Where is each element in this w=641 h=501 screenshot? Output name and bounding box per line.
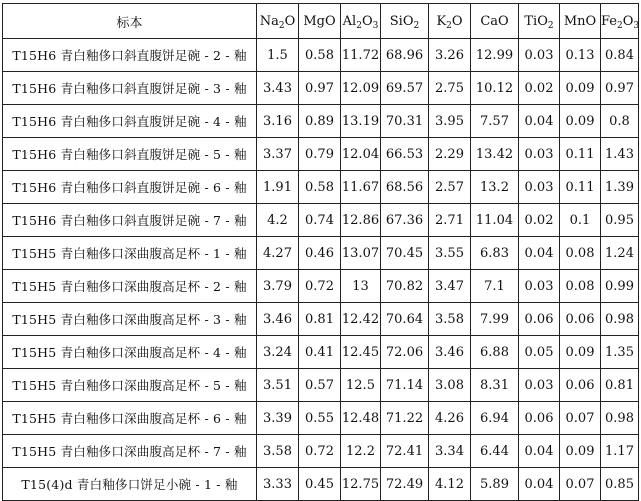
value-cell: 0.85 [601, 468, 639, 501]
value-cell: 72.49 [381, 468, 429, 501]
value-cell: 3.37 [257, 138, 299, 171]
value-cell: 2.29 [429, 138, 471, 171]
value-cell: 0.07 [560, 402, 601, 435]
mgo-header: MgO [299, 4, 341, 39]
value-cell: 0.09 [560, 72, 601, 105]
header-formula-subscript: 2 [278, 20, 285, 31]
value-cell: 0.98 [601, 303, 639, 336]
value-cell: 0.46 [299, 237, 341, 270]
table-row [3, 270, 639, 303]
value-cell: 1.43 [601, 138, 639, 171]
sample-cell: T15H6 青白釉侈口斜直腹饼足碗 - 3 - 釉 [3, 72, 257, 105]
value-cell: 0.09 [560, 105, 601, 138]
value-cell: 3.95 [429, 105, 471, 138]
value-cell: 3.46 [257, 303, 299, 336]
value-cell: 3.58 [257, 435, 299, 468]
value-cell: 0.02 [519, 204, 560, 237]
value-cell: 0.97 [299, 72, 341, 105]
value-cell: 0.02 [519, 72, 560, 105]
value-cell: 3.16 [257, 105, 299, 138]
value-cell: 13.42 [471, 138, 519, 171]
header-formula-subscript: 2 [617, 20, 623, 31]
value-cell: 66.53 [381, 138, 429, 171]
value-cell: 72.06 [381, 336, 429, 369]
header-formula-tail: O [361, 13, 373, 29]
table-row [3, 303, 639, 336]
table-row [3, 237, 639, 270]
value-cell: 70.82 [381, 270, 429, 303]
value-cell: 69.57 [381, 72, 429, 105]
sample-header: 标本 [3, 4, 257, 39]
sample-cell: T15H5 青白釉侈口深曲腹高足杯 - 2 - 釉 [3, 270, 257, 303]
value-cell: 2.71 [429, 204, 471, 237]
table-row [3, 204, 639, 237]
table-row [3, 336, 639, 369]
value-cell: 12.48 [341, 402, 381, 435]
value-cell: 0.84 [601, 39, 639, 72]
value-cell: 0.58 [299, 39, 341, 72]
value-cell: 71.14 [381, 369, 429, 402]
value-cell: 13 [341, 270, 381, 303]
header-formula-base: SiO [389, 13, 414, 29]
value-cell: 3.24 [257, 336, 299, 369]
sio2-header [381, 4, 429, 39]
table-row [3, 138, 639, 171]
sample-cell: T15H6 青白釉侈口斜直腹饼足碗 - 7 - 釉 [3, 204, 257, 237]
value-cell: 12.86 [341, 204, 381, 237]
table-row [3, 402, 639, 435]
na2o-header [257, 4, 299, 39]
header-formula-subscript: 2 [547, 20, 554, 31]
sample-cell: T15H5 青白釉侈口深曲腹高足杯 - 1 - 釉 [3, 237, 257, 270]
header-formula-subscript: 2 [356, 20, 362, 31]
value-cell: 2.75 [429, 72, 471, 105]
value-cell: 11.04 [471, 204, 519, 237]
value-cell: 3.33 [257, 468, 299, 501]
cao-header: CaO [471, 4, 519, 39]
value-cell: 11.72 [341, 39, 381, 72]
value-cell: 0.45 [299, 468, 341, 501]
value-cell: 1.91 [257, 171, 299, 204]
value-cell: 70.64 [381, 303, 429, 336]
value-cell: 12.5 [341, 369, 381, 402]
sample-cell: T15H6 青白釉侈口斜直腹饼足碗 - 6 - 釉 [3, 171, 257, 204]
sample-cell: T15H5 青白釉侈口深曲腹高足杯 - 7 - 釉 [3, 435, 257, 468]
k2o-header [429, 4, 471, 39]
value-cell: 0.03 [519, 270, 560, 303]
value-cell: 3.47 [429, 270, 471, 303]
value-cell: 0.11 [560, 171, 601, 204]
value-cell: 0.09 [560, 435, 601, 468]
header-formula-base: Al [342, 13, 357, 29]
value-cell: 3.79 [257, 270, 299, 303]
header-formula-tail: O [622, 13, 634, 29]
value-cell: 6.44 [471, 435, 519, 468]
value-cell: 6.88 [471, 336, 519, 369]
value-cell: 1.35 [601, 336, 639, 369]
value-cell: 0.04 [519, 237, 560, 270]
value-cell: 0.95 [601, 204, 639, 237]
value-cell: 12.75 [341, 468, 381, 501]
glaze-composition-table [2, 3, 639, 501]
value-cell: 1.39 [601, 171, 639, 204]
value-cell: 12.42 [341, 303, 381, 336]
sample-cell: T15H5 青白釉侈口深曲腹高足杯 - 5 - 釉 [3, 369, 257, 402]
sample-cell: T15H5 青白釉侈口深曲腹高足杯 - 4 - 釉 [3, 336, 257, 369]
value-cell: 3.34 [429, 435, 471, 468]
header-formula-base: Fe [601, 13, 618, 29]
value-cell: 0.89 [299, 105, 341, 138]
value-cell: 5.89 [471, 468, 519, 501]
value-cell: 0.55 [299, 402, 341, 435]
value-cell: 0.74 [299, 204, 341, 237]
table-row [3, 39, 639, 72]
value-cell: 0.09 [560, 336, 601, 369]
tio2-header [519, 4, 560, 39]
value-cell: 68.96 [381, 39, 429, 72]
value-cell: 0.1 [560, 204, 601, 237]
value-cell: 0.04 [519, 435, 560, 468]
table-row [3, 435, 639, 468]
value-cell: 3.08 [429, 369, 471, 402]
sample-cell: T15H6 青白釉侈口斜直腹饼足碗 - 5 - 釉 [3, 138, 257, 171]
value-cell: 0.97 [601, 72, 639, 105]
value-cell: 70.45 [381, 237, 429, 270]
value-cell: 12.45 [341, 336, 381, 369]
value-cell: 12.04 [341, 138, 381, 171]
value-cell: 0.58 [299, 171, 341, 204]
value-cell: 7.1 [471, 270, 519, 303]
table-row [3, 105, 639, 138]
value-cell: 6.94 [471, 402, 519, 435]
value-cell: 0.03 [519, 171, 560, 204]
value-cell: 0.03 [519, 369, 560, 402]
value-cell: 7.57 [471, 105, 519, 138]
value-cell: 4.12 [429, 468, 471, 501]
header-formula-base: Na [259, 13, 279, 29]
value-cell: 0.41 [299, 336, 341, 369]
value-cell: 4.26 [429, 402, 471, 435]
value-cell: 8.31 [471, 369, 519, 402]
table-row [3, 171, 639, 204]
value-cell: 0.06 [560, 369, 601, 402]
value-cell: 0.08 [560, 270, 601, 303]
value-cell: 13.07 [341, 237, 381, 270]
value-cell: 3.39 [257, 402, 299, 435]
value-cell: 13.2 [471, 171, 519, 204]
value-cell: 0.98 [601, 402, 639, 435]
value-cell: 13.19 [341, 105, 381, 138]
al2o3-header [341, 4, 381, 39]
value-cell: 0.04 [519, 468, 560, 501]
value-cell: 0.81 [299, 303, 341, 336]
value-cell: 4.27 [257, 237, 299, 270]
table-body [3, 39, 639, 501]
value-cell: 67.36 [381, 204, 429, 237]
value-cell: 0.06 [519, 303, 560, 336]
value-cell: 6.83 [471, 237, 519, 270]
value-cell: 0.57 [299, 369, 341, 402]
value-cell: 0.11 [560, 138, 601, 171]
header-formula-subscript: 3 [372, 20, 379, 31]
value-cell: 2.57 [429, 171, 471, 204]
header-formula-subscript: 2 [413, 20, 420, 31]
value-cell: 3.55 [429, 237, 471, 270]
value-cell: 1.24 [601, 237, 639, 270]
sample-cell: T15H6 青白釉侈口斜直腹饼足碗 - 2 - 釉 [3, 39, 257, 72]
value-cell: 12.2 [341, 435, 381, 468]
value-cell: 4.2 [257, 204, 299, 237]
table-row [3, 369, 639, 402]
value-cell: 0.07 [560, 468, 601, 501]
value-cell: 0.8 [601, 105, 639, 138]
value-cell: 1.5 [257, 39, 299, 72]
table-row [3, 468, 639, 501]
value-cell: 3.26 [429, 39, 471, 72]
mno-header: MnO [560, 4, 601, 39]
header-formula-subscript: 3 [633, 20, 640, 31]
value-cell: 0.79 [299, 138, 341, 171]
value-cell: 12.09 [341, 72, 381, 105]
table-row [3, 72, 639, 105]
sample-cell: T15H5 青白釉侈口深曲腹高足杯 - 6 - 釉 [3, 402, 257, 435]
value-cell: 12.99 [471, 39, 519, 72]
value-cell: 70.31 [381, 105, 429, 138]
value-cell: 0.81 [601, 369, 639, 402]
value-cell: 71.22 [381, 402, 429, 435]
value-cell: 3.51 [257, 369, 299, 402]
header-formula-base: K [436, 13, 447, 29]
value-cell: 10.12 [471, 72, 519, 105]
value-cell: 3.58 [429, 303, 471, 336]
header-formula-subscript: 2 [446, 20, 452, 31]
header-formula-tail: O [284, 13, 296, 29]
value-cell: 1.17 [601, 435, 639, 468]
value-cell: 68.56 [381, 171, 429, 204]
value-cell: 0.06 [519, 402, 560, 435]
value-cell: 0.06 [560, 303, 601, 336]
value-cell: 0.03 [519, 138, 560, 171]
sample-cell: T15H5 青白釉侈口深曲腹高足杯 - 3 - 釉 [3, 303, 257, 336]
value-cell: 11.67 [341, 171, 381, 204]
header-formula-base: TiO [524, 13, 548, 29]
value-cell: 0.13 [560, 39, 601, 72]
value-cell: 0.72 [299, 270, 341, 303]
value-cell: 0.05 [519, 336, 560, 369]
header-row [3, 4, 639, 39]
sample-cell: T15H6 青白釉侈口斜直腹饼足碗 - 4 - 釉 [3, 105, 257, 138]
header-formula-tail: O [451, 13, 463, 29]
value-cell: 0.04 [519, 105, 560, 138]
sample-cell: T15(4)d 青白釉侈口饼足小碗 - 1 - 釉 [3, 468, 257, 501]
value-cell: 3.46 [429, 336, 471, 369]
value-cell: 0.08 [560, 237, 601, 270]
fe2o3-header [601, 4, 639, 39]
value-cell: 0.03 [519, 39, 560, 72]
value-cell: 0.99 [601, 270, 639, 303]
value-cell: 72.41 [381, 435, 429, 468]
value-cell: 3.43 [257, 72, 299, 105]
value-cell: 0.72 [299, 435, 341, 468]
value-cell: 7.99 [471, 303, 519, 336]
